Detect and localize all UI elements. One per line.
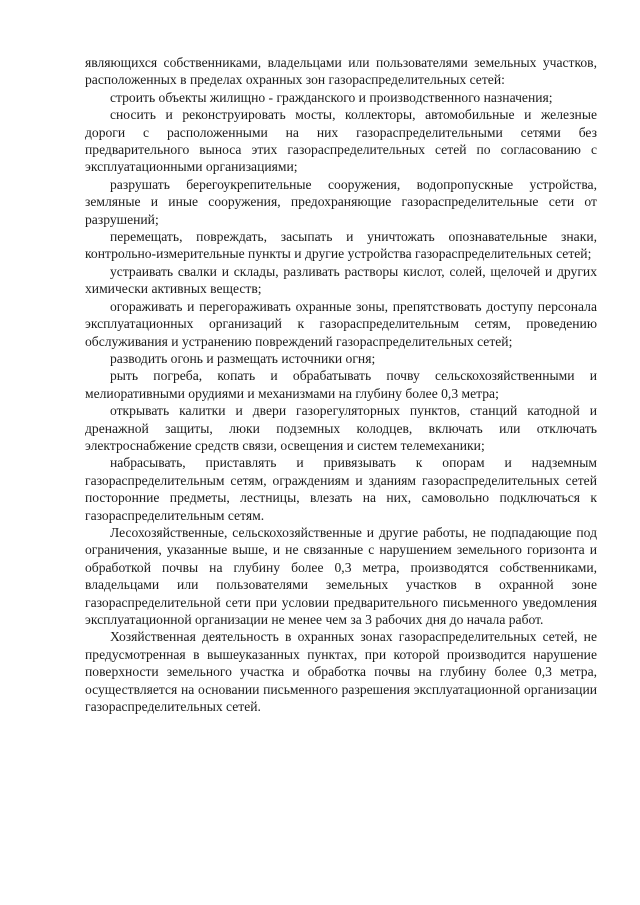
list-item-build: строить объекты жилищно - гражданского и производственного назначения; (110, 89, 553, 105)
list-item-demolish: сносить и реконструировать мосты, коллекторы, автомобильные и железные дороги с расположенными на них газораспределительными сетями без предварительного выноса этих газораспределительных сетей по согласованию с эксплуатационными организациями; (85, 107, 597, 175)
list-item-move-signs: перемещать, повреждать, засыпать и уничтожать опознавательные знаки, контрольно-измерительные пункты и другие устройства газораспределительных сетей; (85, 229, 597, 262)
list-item-dumps: устраивать свалки и склады, разливать растворы кислот, солей, щелочей и других химически активных веществ; (85, 263, 597, 297)
list-item-attach: набрасывать, приставлять и привязывать к опорам и надземным газораспределительным сетям, ограждениям и зданиям газораспределительных сетей посторонние предметы, лестницы, влезать на них, самовольно подключаться к газораспределительным сетям. (85, 455, 597, 523)
list-item-digging: рыть погреба, копать и обрабатывать почву сельскохозяйственными и мелиоративными орудиями и механизмами на глубину более 0,3 метра; (85, 368, 597, 401)
list-item-fire: разводить огонь и размещать источники огня; (110, 350, 376, 366)
list-item-fencing: огораживать и перегораживать охранные зоны, препятствовать доступу персонала эксплуатационных организаций к газораспределительным сетям, проведению обслуживания и устранению повреждений газораспределительных сетей; (85, 298, 597, 349)
list-item-doors: открывать калитки и двери газорегуляторных пунктов, станций катодной и дренажной защиты, люки подземных колодцев, включать или отключать электроснабжение средств связи, освещения и систем телемеханики; (85, 403, 597, 453)
paragraph-forestry-works: Лесохозяйственные, сельскохозяйственные и другие работы, не подпадающие под ограничения, указанные выше, и не связанные с нарушением земельного горизонта и обработкой почвы на глубину более 0,3 метра, производятся собственниками, владельцами или пользователями земельных участков в охранной зоне газораспределительной сети при условии предварительного письменного уведомления эксплуатационной организации не менее чем за 3 рабочих дня до начала работ. (85, 524, 597, 627)
list-item-destroy-structures: разрушать берегоукрепительные сооружения, водопропускные устройства, земляные и иные сооружения, предохраняющие газораспределительные сети от разрушений; (85, 176, 597, 227)
paragraph-intro: являющихся собственниками, владельцами или пользователями земельных участков, расположенных в пределах охранных зон газораспределительных сетей: (85, 55, 597, 88)
document-body (85, 54, 597, 715)
paragraph-economic-activity: Хозяйственная деятельность в охранных зонах газораспределительных сетей, не предусмотренная в вышеуказанных пунктах, при которой производится нарушение поверхности земельного участка и обработка почвы на глубину более 0,3 метра, осуществляется на основании письменного разрешения эксплуатационной организации газораспределительных сетей. (85, 629, 597, 715)
